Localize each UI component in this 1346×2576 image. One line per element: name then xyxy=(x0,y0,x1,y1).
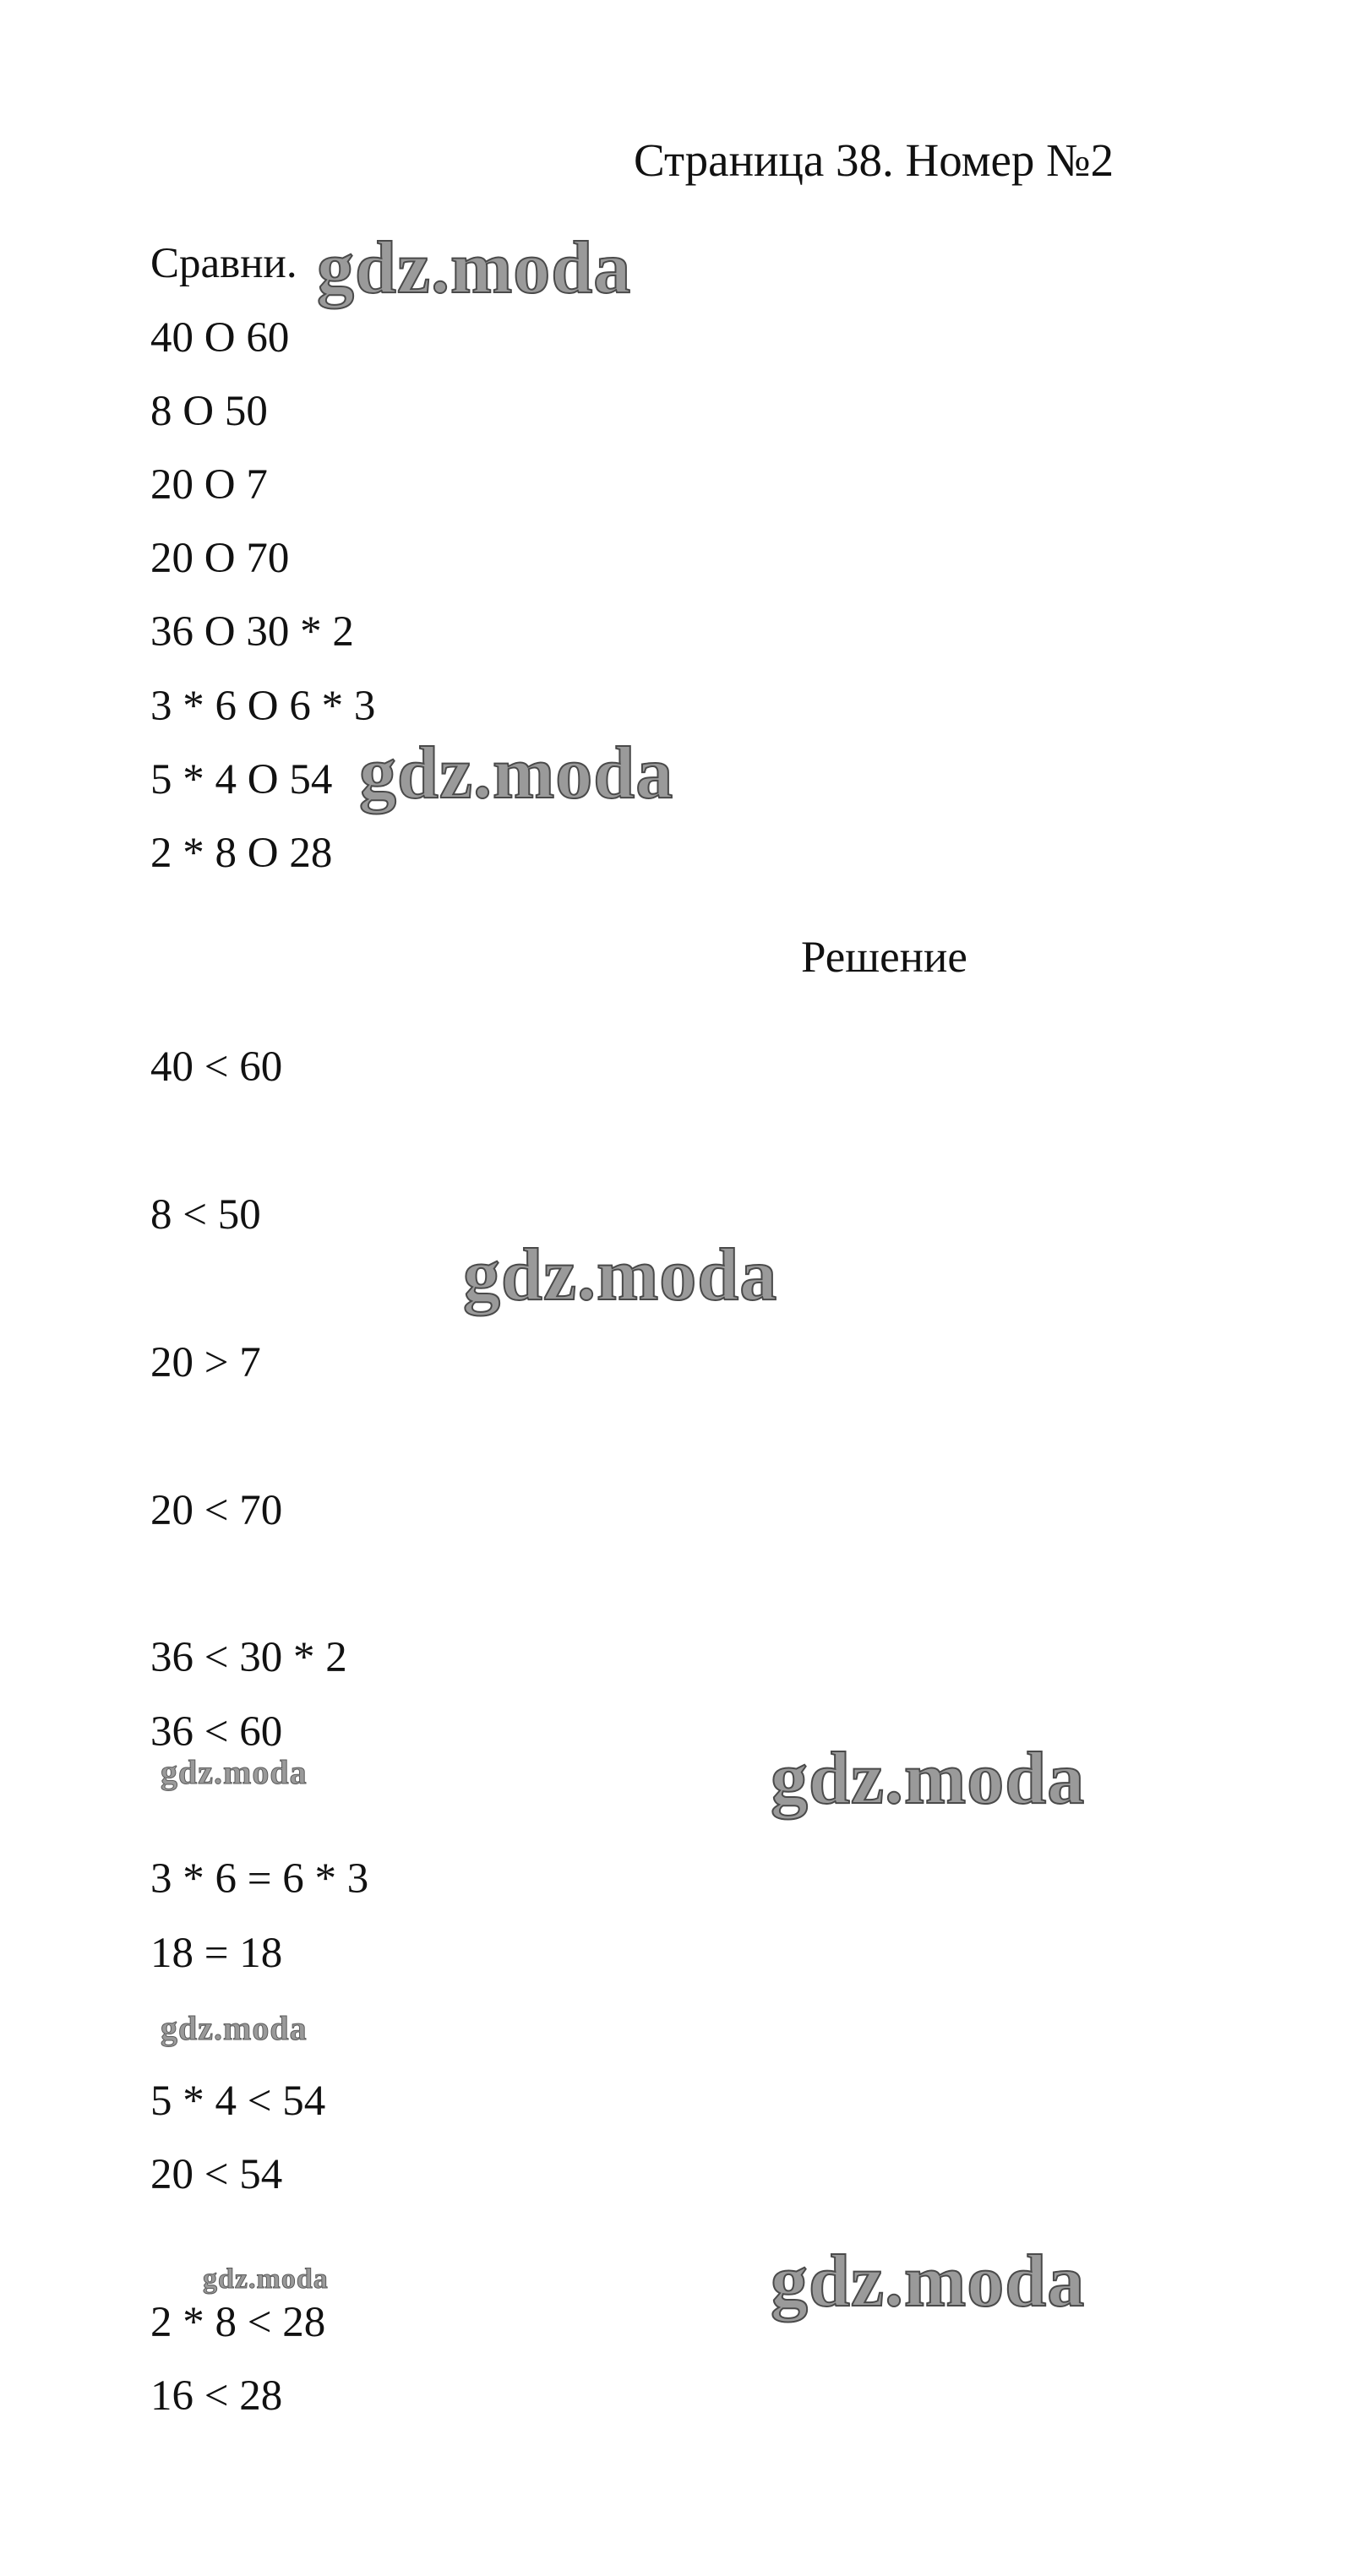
watermark-small: gdz.moda xyxy=(161,2009,308,2047)
task-item: 40 О 60 xyxy=(150,314,290,362)
solution-line: 5 * 4 < 54 xyxy=(150,2078,326,2125)
watermark: gdz.moda xyxy=(771,1738,1086,1820)
watermark-small: gdz.moda xyxy=(203,2263,329,2295)
task-item: 8 О 50 xyxy=(150,388,268,435)
solution-line: 16 < 28 xyxy=(150,2372,283,2420)
task-item: 20 О 70 xyxy=(150,535,290,582)
task-item: 5 * 4 О 54 xyxy=(150,756,333,803)
solution-line: 20 < 70 xyxy=(150,1487,283,1534)
task-item: 2 * 8 О 28 xyxy=(150,830,333,877)
task-item: 3 * 6 О 6 * 3 xyxy=(150,683,376,730)
solution-line: 36 < 60 xyxy=(150,1708,283,1756)
watermark: gdz.moda xyxy=(771,2241,1086,2323)
solution-line: 18 = 18 xyxy=(150,1930,283,1977)
solution-line: 20 > 7 xyxy=(150,1339,261,1386)
page-header: Страница 38. Номер №2 xyxy=(634,134,1114,186)
solution-line: 8 < 50 xyxy=(150,1191,261,1239)
watermark: gdz.moda xyxy=(317,227,632,309)
watermark: gdz.moda xyxy=(359,732,674,814)
solution-line: 40 < 60 xyxy=(150,1043,283,1091)
task-item: 20 О 7 xyxy=(150,461,268,509)
solution-line: 2 * 8 < 28 xyxy=(150,2299,326,2346)
solution-line: 3 * 6 = 6 * 3 xyxy=(150,1855,369,1903)
task-item: 36 О 30 * 2 xyxy=(150,608,354,656)
watermark: gdz.moda xyxy=(463,1234,778,1316)
task-title: Сравни. xyxy=(150,240,297,287)
solution-title: Решение xyxy=(801,933,967,982)
solution-line: 20 < 54 xyxy=(150,2151,283,2198)
solution-line: 36 < 30 * 2 xyxy=(150,1634,347,1681)
watermark-small: gdz.moda xyxy=(161,1753,308,1791)
